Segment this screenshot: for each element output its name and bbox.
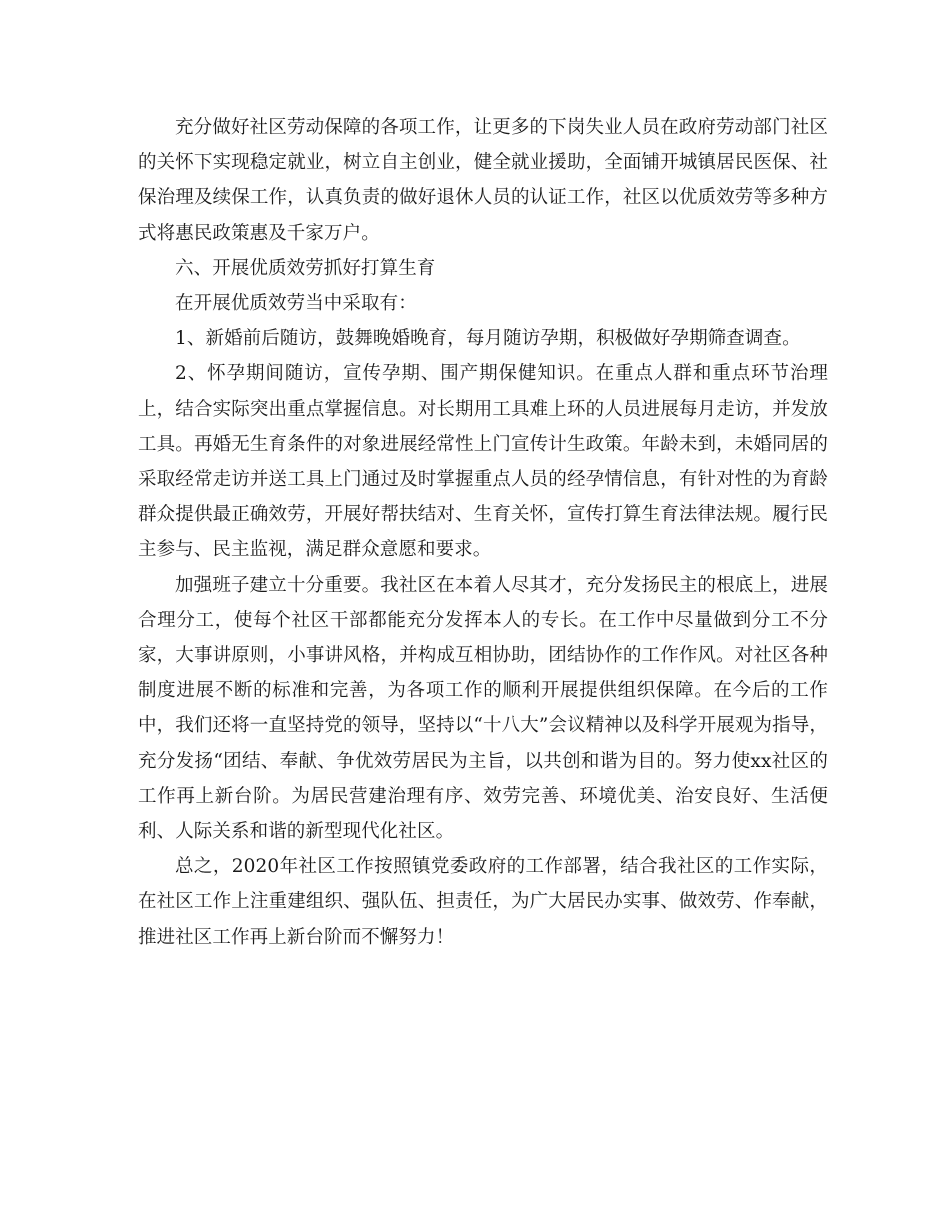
list-item-2: 2、怀孕期间随访，宣传孕期、围产期保健知识。在重点人群和重点环节治理上，结合实际突出重点掌握信息。对长期用工具难上环的人员进展每月走访，并发放工具。再婚无生育条件的对象进展经常性上门宣传计生政策。年龄未到，未婚同居的采取经常走访并送工具上门通过及时掌握重点人员的经孕情信息，有针对性的为育龄群众提供最正确效劳，开展好帮扶结对、生育关怀，宣传打算生育法律法规。履行民主参与、民主监视，满足群众意愿和要求。 <box>138 363 828 561</box>
document-body <box>138 110 828 955</box>
paragraph-team-building: 加强班子建立十分重要。我社区在本着人尽其才，充分发扬民主的根底上，进展合理分工，使每个社区干部都能充分发挥本人的专长。在工作中尽量做到分工不分家，大事讲原则，小事讲风格，并构成互相协助，团结协作的工作作风。对社区各种制度进展不断的标准和完善，为各项工作的顺利开展提供组织保障。在今后的工作中，我们还将一直坚持党的领导，坚持以“十八大”会议精神以及科学开展观为指导，充分发扬“团结、奉献、争优效劳居民为主旨，以共创和谐为目的。努力使xx社区的工作再上新台阶。为居民营建治理有序、效劳完善、环境优美、治安良好、生活便利、人际关系和谐的新型现代化社区。 <box>138 574 828 843</box>
paragraph-conclusion: 总之，2020年社区工作按照镇党委政府的工作部署，结合我社区的工作实际，在社区工作上注重建组织、强队伍、担责任，为广大居民办实事、做效劳、作奉献，推进社区工作再上新台阶而不懈努力！ <box>138 856 828 948</box>
section-heading-family-planning: 六、开展优质效劳抓好打算生育 <box>175 257 436 279</box>
paragraph-labor-security: 充分做好社区劳动保障的各项工作，让更多的下岗失业人员在政府劳动部门社区的关怀下实现稳定就业，树立自主创业，健全就业援助，全面铺开城镇居民医保、社保治理及续保工作，认真负责的做好退休人员的认证工作，社区以优质效劳等多种方式将惠民政策惠及千家万户。 <box>138 117 828 244</box>
list-item-1: 1、新婚前后随访，鼓舞晚婚晚育，每月随访孕期，积极做好孕期筛查调查。 <box>175 328 801 350</box>
paragraph-measures-intro: 在开展优质效劳当中采取有： <box>175 293 417 315</box>
